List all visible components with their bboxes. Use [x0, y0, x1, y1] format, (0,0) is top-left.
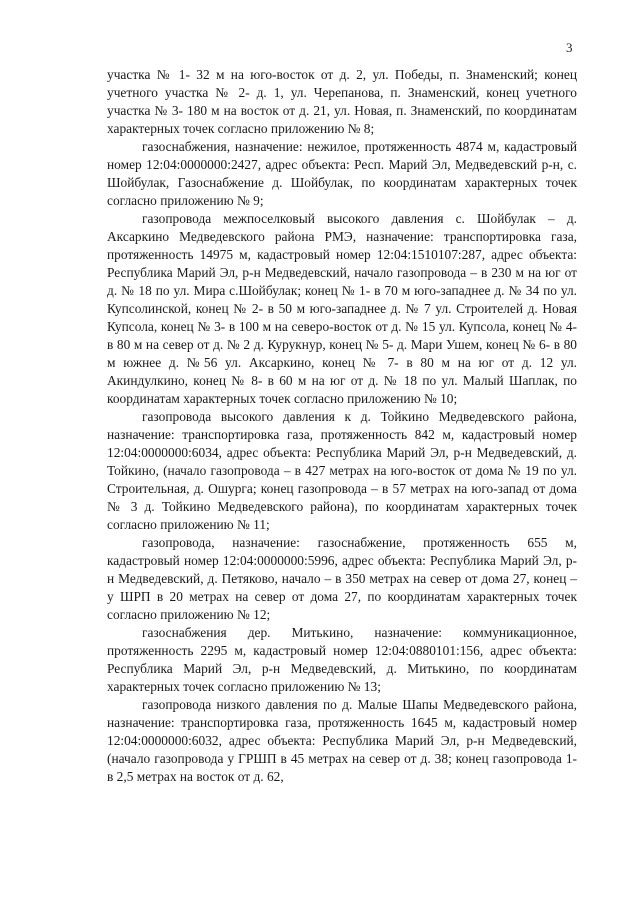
paragraph: газоснабжения дер. Митькино, назначение: коммуникационное, протяженность 2295 м, кадастровый номер 12:04:0880101:156, адрес объекта: Республика Марий Эл, р-н Медведевский, д. Митькино, по координатам характерных точек согласно приложению № 13; [107, 625, 577, 694]
paragraph: газоснабжения, назначение: нежилое, протяженность 4874 м, кадастровый номер 12:04:0000000:2427, адрес объекта: Респ. Марий Эл, Медведевский р-н, с. Шойбулак, Газоснабжение д. Шойбулак, по координатам характерных точек согласно приложению № 9; [107, 139, 577, 208]
paragraph: газопровода низкого давления по д. Малые Шапы Медведевского района, назначение: транспортировка газа, протяженность 1645 м, кадастровый номер 12:04:0000000:6032, адрес объекта: Республика Марий Эл, р-н Медведевский, (начало газопровода у ГРШП в 45 метрах на север от д. 38; конец газопровода 1- в 2,5 метрах на восток от д. 62, [107, 697, 577, 784]
paragraph: участка № 1- 32 м на юго-восток от д. 2, ул. Победы, п. Знаменский; конец учетного участка № 2- д. 1, ул. Черепанова, п. Знаменский, конец учетного участка № 3- 180 м на восток от д. 21, ул. Новая, п. Знаменский, по координатам характерных точек согласно приложению № 8; [107, 67, 577, 136]
paragraph: газопровода, назначение: газоснабжение, протяженность 655 м, кадастровый номер 12:04:0000000:5996, адрес объекта: Республика Марий Эл, р-н Медведевский, д. Петяково, начало – в 350 метрах на север от дома 27, конец – у ШРП в 20 метрах на север от дома 27, по координатам характерных точек согласно приложению № 12; [107, 535, 577, 622]
paragraph: газопровода межпоселковый высокого давления с. Шойбулак – д. Аксаркино Медведевского района РМЭ, назначение: транспортировка газа, протяженность 14975 м, кадастровый номер 12:04:1510107:287, адрес объекта: Республика Марий Эл, р-н Медведевский, начало газопровода – в 230 м на юг от д. № 18 по ул. Мира с.Шойбулак; конец № 1- в 70 м юго-западнее д. № 34 по ул. Купсолинской, конец № 2- в 50 м юго-западнее д. № 7 ул. Строителей д. Новая Купсола, конец № 3- в 100 м на северо-восток от д. № 15 ул. Купсола, конец № 4- в 80 м на север от д. № 2 д. Курукнур, конец № 5- д. Мари Ушем, конец № 6- в 80 м южнее д. №56 ул. Аксаркино, конец № 7- в 80 м на юг от д. 12 ул. Акиндулкино, конец № 8- в 60 м на юг от д. № 18 по ул. Малый Шаплак, по координатам характерных точек согласно приложению № 10; [107, 211, 577, 406]
document-body [107, 66, 577, 786]
paragraph: газопровода высокого давления к д. Тойкино Медведевского района, назначение: транспортировка газа, протяженность 842 м, кадастровый номер 12:04:0000000:6034, адрес объекта: Республика Марий Эл, р-н Медведевский, д. Тойкино, (начало газопровода – в 427 метрах на юго-восток от дома № 19 по ул. Строительная, д. Ошурга; конец газопровода – в 57 метрах на юго-запад от дома № 3 д. Тойкино Медведевского района), по координатам характерных точек согласно приложению № 11; [107, 409, 577, 532]
page-number: 3 [566, 40, 573, 55]
